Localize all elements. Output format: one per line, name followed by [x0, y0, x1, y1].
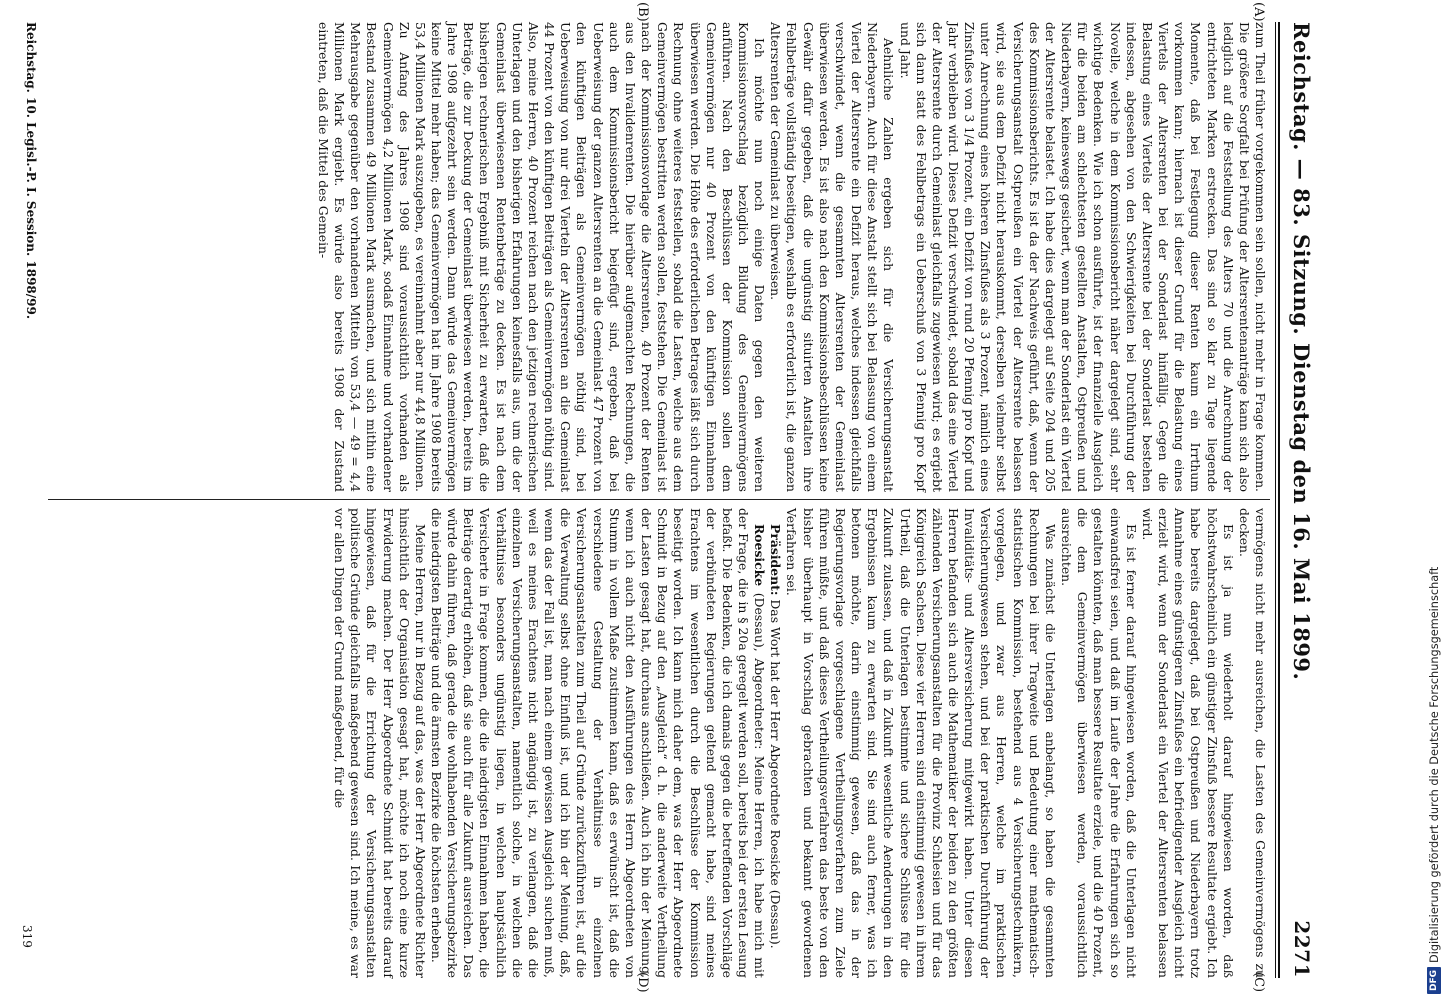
president-text: Das Wort hat der Herr Abgeordnete Roesicke (Dessau).: [768, 599, 784, 949]
margin-marker-a: (A): [1251, 2, 1266, 22]
page-footer: Reichstag. 10. Legisl.-P. I. Session. 1898/99.: [24, 22, 38, 320]
speech-paragraph: [428, 508, 767, 978]
paragraph: Ich möchte nun noch einige Daten gegen den weiteren Kommissionsvorschlag bezüglich Bildung des Gemeinvermögens anführen. Nach den Beschlüssen der Kommission sollen dem Gemeinvermögen nur 40 Prozent von den künftigen Einnahmen überwiesen werden. Die Höhe des erforderlichen Betrages läßt sich durch Rechnung ohne weiteres feststellen, sobald die Lasten, welche aus dem Gemeinvermögen bestritten werden sollen, feststehen. Die Gemeinlast ist nach der Kommissionsvorlage die Altersrenten, 40 Prozent der Renten aus den Invalidenrenten. Die hierüber aufgemachten Rechnungen, die auch dem Kommissionsbericht beigefügt sind, ergeben, daß bei Ueberweisung der ganzen Altersrenten an die Gemeinlast 47 Prozent von den künftigen Beiträgen als Gemeinvermögen nöthig sind, bei Ueberweisung von nur drei Vierteln der Altersrenten an die Gemeinlast 44 Prozent von den künftigen Beiträgen als Gemeinvermögen nöthig sind. Also, meine Herren, 40 Prozent reichen nach den jetzigen rechnerischen Unterlagen und den bisherigen Erfahrungen keinesfalls aus, um die der Gemeinlast überwiesenen Rentenbeträge zu decken. Es ist nach dem bisherigen rechnerischen Ergebniß mit Sicherheit zu erwarten, daß die Beträge, die zur Deckung der Gemeinlast überwiesen werden, bereits im Jahre 1908 aufgezehrt sein werden. Dann würde das Gemeinvermögen keine Mittel mehr haben; das Gemeinvermögen hat im Jahre 1908 bereits 53,4 Millionen Mark auszugeben, es vereinnahmt aber nur 44,8 Millionen. Zu Anfang des Jahres 1908 sind voraussichtlich vorhanden als Gemeinvermögen 4,2 Millionen Mark, sodaß Einnahme und vorhandener Bestand zusammen 49 Millionen Mark ausmachen, und sich mithin eine Mehrausgabe gegenüber den vorhandenen Mitteln von 53,4 — 49 = 4,4 Millionen Mark ergiebt. Es würde also bereits 1908 der Zustand eintreten, daß die Mittel des Gemein-: [315, 22, 768, 492]
dfg-logo: DFG: [1427, 967, 1441, 994]
speech-text: (Dessau), Abgeordneter: Meine Herren, ich habe mich mit der Frage, die in § 20a geregelt werden soll, bereits bei der ersten Lesung befaßt. Die Bedenken, die ich damals gegen die betreffenden Vorschläge der verbündeten Regierungen geltend gemacht habe, sind meines Erachtens im wesentlichen durch die Beschlüsse der Kommission beseitigt worden. Ich kann mich daher dem, was der Herr Abgeordnete Schmidt in Bezug auf den „Ausgleich“ d. h. die anderweite Vertheilung der Lasten gesagt hat, durchaus anschließen. Auch ich bin der Meinung, wenn ich auch nicht den Ausführungen des Herrn Abgeordneten von Stumm in vollem Maße zustimmen kann, daß es erwünscht ist, daß die verschiedene Gestaltung der Verhältnisse in einzelnen Versicherungsanstalten zum Theil auf Gründe zurückzuführen ist, auf die die Verwaltung selbst ohne Einfluß ist, und ich bin der Meinung, daß, wenn das der Fall ist, man nach einem gewissen Ausgleich suchen muß, weil es meines Erachtens nicht angängig ist, zu verlangen, daß die einzelnen Versicherungsanstalten, namentlich solche, in welchen die Verhältnisse besonders ungünstig liegen, in welchen hauptsächlich Versicherte in Frage kommen, die die niedrigsten Einnahmen haben, die Beiträge derartig erhöhen, daß sie auch für alle Zukunft ausreichen. Das würde dahin führen, daß gerade die wohlhabenden Versicherungsbezirke die niedrigsten Beiträge und die ärmsten Bezirke die höchsten erheben.: [429, 508, 768, 978]
speaker-name: Roesicke: [752, 524, 768, 587]
signature-mark: 319: [20, 925, 34, 948]
running-head: Reichstag. — 83. Sitzung. Dienstag den 16. Mai 1899.: [1289, 22, 1315, 681]
margin-marker-b: (B): [635, 2, 650, 22]
paragraph: Meine Herren, nur in Bezug auf das, was der Herr Abgeordnete Richter hinsichtlich der Organisation gesagt hat, möchte ich noch eine kurze Erwiderung machen. Der Herr Abgeordnete Schmidt hat bereits darauf hingewiesen, daß für die Errichtung der Versicherungsanstalten politische Gründe gleichfalls maßgebend gewesen sind. Ich meine, es war vor allen Dingen der Grund maßgebend, für die: [332, 508, 428, 978]
paragraph: vermögens nicht mehr ausreichen, die Lasten des Gemeinvermögens zu decken.: [1236, 508, 1268, 978]
text-column-right: [48, 508, 1268, 978]
credit-text: Digitalisierung gefördert durch die Deutsche Forschungsgemeinschaft: [1427, 566, 1441, 963]
president-label: Präsident:: [768, 524, 784, 596]
margin-marker-d: (D): [635, 972, 650, 993]
margin-marker-c: (C): [1251, 972, 1266, 993]
paragraph: Was zunächst die Unterlagen anbelangt, so haben die gesammten Rechnungen bei ihrer Tragweite und Bedeutung einer mathematisch-statistischen Kommission, bestehend aus 4 Versicherungstechnikern, vorgelegen, und zwar aus Herren, welche im praktischen Versicherungswesen stehen, und bei der praktischen Durchführung der Invaliditäts- und Altersversicherung mitgewirkt haben. Unter diesen Herren befanden sich auch die Mathematiker der beiden zu den größten zählenden Versicherungsanstalten für die Provinz Schlesien und für das Königreich Sachsen. Diese vier Herren sind einstimmig gewesen in ihrem Urtheil, daß die Unterlagen bestimmte und sichere Schlüsse für die Zukunft zulassen, und daß in Zukunft wesentliche Aenderungen in den Ergebnissen kaum zu erwarten sind. Sie sind auch ferner, was ich betonen möchte, darin einstimmig gewesen, daß das in der Regierungsvorlage vorgeschlagene Vertheilungsverfahren zum Ziele führen müßte, und daß dieses Vertheilungsverfahren das beste von den bisher überhaupt in Vorschlag gebrachten und bekannt gewordenen Verfahren sei.: [784, 508, 1058, 978]
page-header: [1284, 22, 1320, 978]
header-rule: [1278, 22, 1280, 978]
digitization-credit: [1398, 0, 1441, 1000]
paragraph: Aehnliche Zahlen ergeben sich für die Versicherungsanstalt Niederbayern. Auch für diese Anstalt stellt sich bei Belassung von einem Viertel der Altersrente ein Defizit heraus, welches indessen gleichfalls verschwindet, wenn die gesammten Altersrenten der Gemeinlast überwiesen werden. Es ist also nach den Kommissionsbeschlüssen keine Gewähr dafür gegeben, daß die ungünstig situirten Anstalten ihre Fehlbeträge vollständig beseitigen, weshalb es erforderlich ist, die ganzen Altersrenten der Gemeinlast zu überweisen.: [768, 22, 897, 492]
column-divider: [48, 499, 1270, 500]
paragraph: Es ist ferner darauf hingewiesen worden, daß die Unterlagen nicht einwandsfrei seien, und daß im Laufe der Jahre die Erfahrungen sich so gestalten könnten, daß man bessere Resultate erziele, und die 40 Prozent, die dem Gemeinvermögen überwiesen werden, voraussichtlich ausreichten.: [1059, 508, 1139, 978]
header-rule-thin: [1275, 22, 1276, 978]
paragraph: Es ist ja nun wiederholt darauf hingewiesen worden, daß höchstwahrscheinlich ein günstiger Zinsfuß bessere Resultate ergiebt. Ich habe bereits dargelegt, daß bei Ostpreußen und Niederbayern trotz Annahme eines günstigeren Zinsfußes ein befriedigender Ausgleich nicht erzielt wird, wenn der Sonderlast ein Viertel der Altersrenten belassen wird.: [1139, 508, 1236, 978]
president-remark: [767, 508, 783, 978]
text-column-left: [48, 22, 1268, 492]
paragraph: zum Theil früher vorgekommen sein sollen, nicht mehr in Frage kommen. Die größere Sorgfalt bei Prüfung der Altersrentenanträge kann sich also lediglich auf die Feststellung des Alters 70 und die Anrechnung der entrichteten Marken erstrecken. Das sind so klar zu Tage liegende Momente, daß bei Festlegung dieser Renten kaum ein Irrthum vorkommen kann; hiernach ist dieser Grund für die Belastung eines Viertels der Altersrenten bei der Sonderlast hinfällig. Gegen die Belastung eines Viertels der Altersrente bei der Sonderlast bestehen indessen, abgesehen von den Schwierigkeiten bei Durchführung der Novelle, welche in dem Kommissionsbericht näher dargelegt sind, sehr wichtige Bedenken. Wie ich schon ausführte, ist der finanzielle Ausgleich für die beiden am schlechtesten gestellten Anstalten, Ostpreußen und Niederbayern, keineswegs gesichert, wenn man der Sonderlast ein Viertel der Altersrente belastet. Ich habe dies dargelegt auf Seite 204 und 205 des Kommissionsberichts. Es ist da der Nachweis geführt, daß, wenn der Versicherungsanstalt Ostpreußen ein Viertel der Altersrente belassen wird, sie aus dem Defizit nicht herauskommt, derselben vielmehr selbst unter Anrechnung eines höheren Zinsfußes als 3 Prozent, nämlich eines Zinsfußes von 3 1/4 Prozent, ein Defizit von rund 20 Pfennig pro Kopf und Jahr verbleiben wird. Dieses Defizit verschwindet, sobald das eine Viertel der Altersrente durch Gemeinlast gleichfalls zugewiesen wird; es ergiebt sich dann statt des Fehlbetrags ein Ueberschuß von 3 Pfennig pro Kopf und Jahr.: [897, 22, 1268, 492]
page-number: 2271: [1290, 920, 1314, 978]
